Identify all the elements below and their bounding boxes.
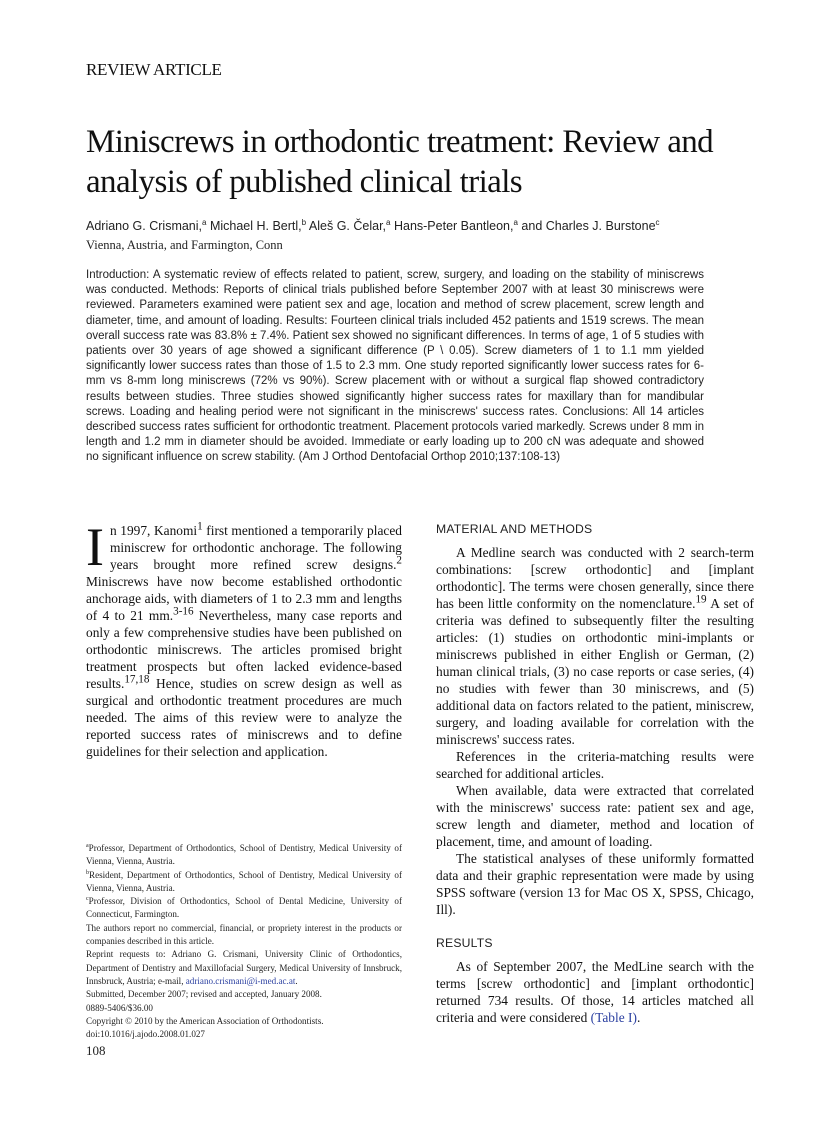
results-paragraph: As of September 2007, the MedLine search with the terms [screw orthodontic] and [implant orthodontic] returned 734 results. Of those, 14 articles matched all criteria and were considered (Table I).: [436, 959, 754, 1025]
footnote-issn: 0889-5406/$36.00: [86, 1002, 153, 1013]
author-list: [86, 219, 776, 233]
citation: 19: [695, 593, 707, 606]
footnote-interest: The authors report no commercial, financial, or propriety interest in the products or companies described in this article.: [86, 922, 402, 947]
intro-text: Miniscrews have now become established orthodontic anchorage aids, with diameters of 1 to 2.3 mm and lengths of 4 to 21 mm.: [86, 574, 402, 623]
footnote-reprint: Reprint requests to: Adriano G. Crismani, University Clinic of Orthodontics, Department of Dentistry and Maxillofacial Surgery, Medical University of Innsbruck, Innsbruck, Austria; e-mail, adriano.crismani@i-med.ac.at.: [86, 949, 402, 986]
footnote-copyright: Copyright © 2010 by the American Association of Orthodontists.: [86, 1015, 324, 1026]
methods-paragraph: When available, data were extracted that correlated with the miniscrews' success rate: patient sex and age, screw length and diameter, method and location of placement, time, and amount of loading.: [436, 783, 754, 849]
methods-paragraph: References in the criteria-matching results were searched for additional articles.: [436, 749, 754, 781]
table-link[interactable]: (Table I): [590, 1010, 637, 1025]
citation: 3-16: [173, 605, 194, 618]
drop-cap: I: [86, 517, 104, 577]
abstract: Introduction: A systematic review of effects related to patient, screw, surgery, and loading on the stability of miniscrews was conducted. Methods: Reports of clinical trials published before September 2007 with at least 30 miniscrews were reviewed. Parameters examined were patient sex and age, location and method of screw placement, screw length and diameter, time, and amount of loading. Results: Fourteen clinical trials included 452 patients and 1519 screws. The mean overall success rate was 83.8% ± 7.4%. Patient sex showed no significant differences. In terms of age, 1 of 5 studies with patients over 30 years of age showed a significant difference (P \ 0.05). Screw diameters of 1 to 1.1 mm yielded significantly lower success rates than those of 1.5 to 2.3 mm. One study reported significantly lower success rates for 6-mm vs 8-mm long miniscrews (72% vs 90%). Screw placement with or without a surgical flap showed contradictory results between studies. Three studies showed significantly higher success rates for maxillary than for mandibular screws. Loading and healing period were not significant in the miniscrews' success rates. Conclusions: All 14 articles described success rates sufficient for orthodontic treatment. Placement protocols varied markedly. Screws under 8 mm in length and 1.2 mm in diameter should be avoided. Immediate or early loading up to 200 cN was adequate and showed no significant influence on screw stability. (Am J Orthod Dentofacial Orthop 2010;137:108-13): [86, 269, 704, 464]
intro-text: first mentioned a temporarily placed miniscrew for orthodontic anchorage. The following years brought more refined screw designs.: [109, 523, 403, 572]
intro-text: Hence, studies on screw design as well as surgical and orthodontic treatment procedures are much needed. The aims of this review were to analyze the reported success rates of miniscrews and to define guidelines for their selection and application.: [86, 676, 402, 759]
footnote-doi: doi:10.1016/j.ajodo.2008.01.027: [86, 1029, 205, 1040]
citation: 2: [396, 554, 402, 567]
intro-text: Nevertheless, many case reports and only a few comprehensive studies have been published on orthodontic miniscrews. The articles promised bright treatment prospects but often lacked evidence-based results.: [86, 608, 402, 691]
intro-text: n 1997, Kanomi: [109, 523, 198, 538]
author: Aleš G. Čelar,: [308, 219, 387, 233]
author-location: Vienna, Austria, and Farmington, Conn: [86, 238, 283, 252]
section-label: REVIEW ARTICLE: [86, 60, 222, 79]
article-title: Miniscrews in orthodontic treatment: Review and analysis of published clinical trials: [86, 124, 714, 200]
results-heading: RESULTS: [436, 936, 493, 950]
footnote-submitted: Submitted, December 2007; revised and accepted, January 2008.: [86, 989, 322, 1000]
email-link[interactable]: adriano.crismani@i-med.ac.at: [185, 975, 296, 986]
page-number: 108: [86, 1043, 106, 1058]
author: Hans-Peter Bantleon,: [393, 219, 514, 233]
author: Michael H. Bertl,: [209, 219, 302, 233]
citation: 17,18: [124, 673, 150, 686]
author-affiliation-mark: a: [386, 217, 391, 227]
footnote-affiliation: $^a$Professor, Department of Orthodontics, School of Dentistry, Medical University of Vienna, Vienna, Austria.: [86, 842, 402, 867]
introduction: [86, 517, 403, 760]
author: and Charles J. Burstone: [521, 219, 656, 233]
methods-heading: MATERIAL AND METHODS: [436, 522, 593, 536]
methods-paragraph: The statistical analyses of these uniformly formatted data and their graphic representation were made by using SPSS software (version 13 for Mac OS X, SPSS, Chicago, Ill).: [436, 851, 754, 917]
author-affiliation-mark: a: [202, 217, 207, 227]
footnote-affiliation: $^c$Professor, Division of Orthodontics, School of Dental Medicine, University of Connecticut, Farmington.: [86, 896, 402, 920]
author-affiliation-mark: c: [655, 217, 660, 227]
footnotes: [86, 842, 402, 1041]
citation: 1: [197, 520, 203, 533]
footnote-affiliation: $^b$Resident, Department of Orthodontics, School of Dentistry, Medical University of Vienna, Vienna, Austria.: [86, 869, 402, 893]
right-column: [436, 522, 754, 1026]
methods-paragraph: A Medline search was conducted with 2 search-term combinations: [screw orthodontic] and [implant orthodontic]. The terms were chosen generally, since there has been little conformity on the nomenclature.$^{19}$ A set of criteria was defined to subsequently filter the resulting articles: (1) studies on orthodontic mini-implants or miniscrews published in either English or German, (2) human clinical trials, (3) no case reports or case series, (4) no studies with fewer than 30 miniscrews, and (5) additional data on factors related to the patient, miniscrew, surgery, and loading available for correlation with the miniscrews' success rates.: [436, 545, 755, 747]
author: Adriano G. Crismani,: [86, 219, 203, 233]
author-affiliation-mark: b: [301, 217, 307, 227]
author-affiliation-mark: a: [513, 217, 518, 227]
